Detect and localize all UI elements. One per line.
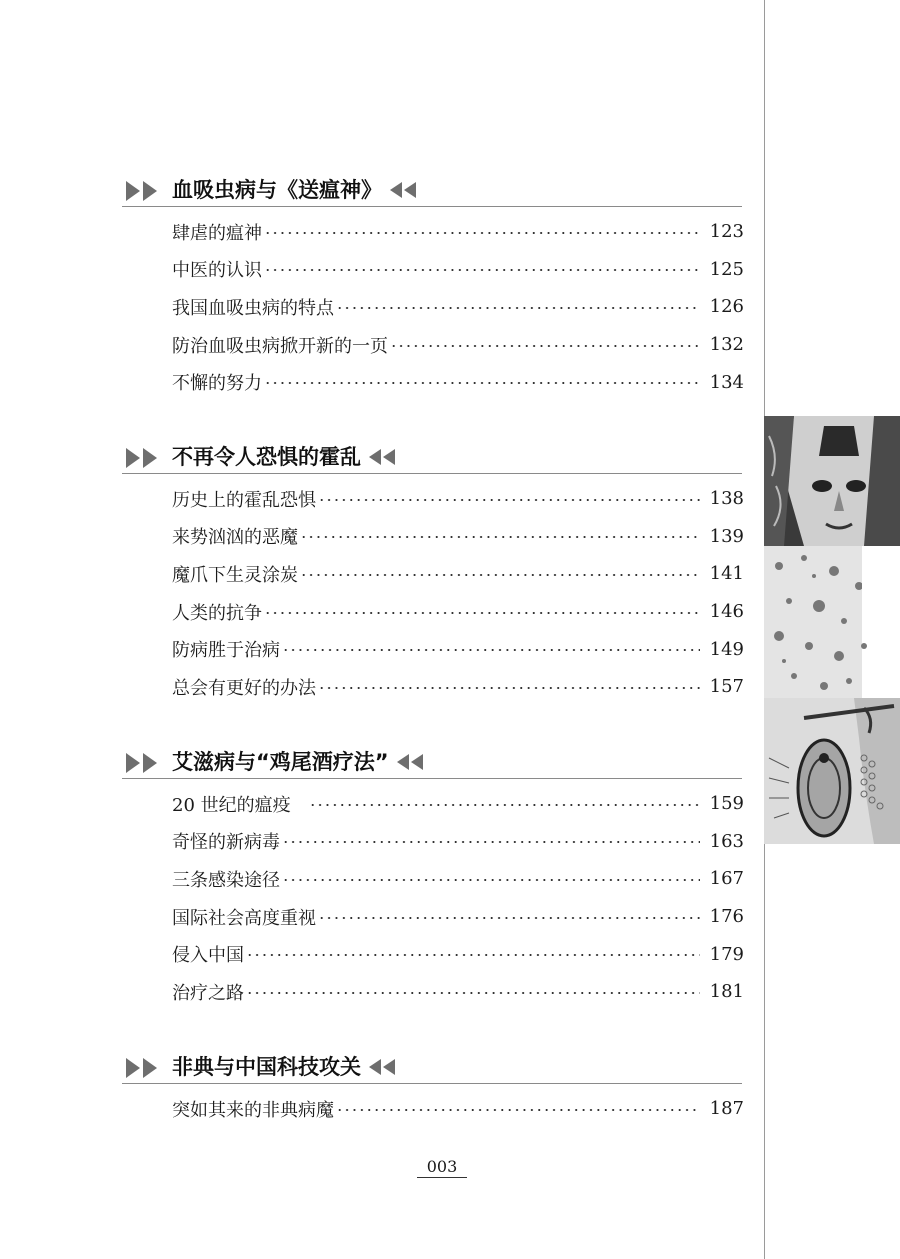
- section-title: 血吸虫病与《送瘟神》: [172, 176, 418, 204]
- entry-page-number: 132: [709, 334, 744, 356]
- dot-leader: [390, 337, 700, 355]
- toc-entry[interactable]: [172, 326, 744, 364]
- toc-entry[interactable]: [172, 518, 744, 556]
- dot-leader: [246, 946, 700, 964]
- ancient-warrior-drawing-image: [764, 698, 900, 844]
- section-header: [122, 176, 742, 207]
- double-left-arrow-icon: [369, 1059, 397, 1075]
- entry-title: 突如其来的非典病魔: [172, 1099, 334, 1121]
- dot-leader: [264, 224, 700, 242]
- toc-entry[interactable]: [172, 593, 744, 631]
- double-left-arrow-icon: [397, 754, 425, 770]
- entry-page-number: 179: [709, 943, 744, 965]
- double-right-arrow-icon: [126, 448, 164, 468]
- toc-entry[interactable]: [172, 973, 744, 1011]
- toc-entry[interactable]: [172, 251, 744, 289]
- bacteria-micrograph-image: [764, 546, 900, 698]
- section-title: 非典与中国科技攻关: [172, 1053, 397, 1081]
- toc-entry[interactable]: [172, 935, 744, 973]
- toc-entry[interactable]: [172, 668, 744, 706]
- entry-title: 不懈的努力: [172, 373, 262, 395]
- entry-title: 防病胜于治病: [172, 640, 280, 662]
- dot-leader: [336, 299, 700, 317]
- section-title: 不再令人恐惧的霍乱: [172, 443, 397, 471]
- toc-entry[interactable]: [172, 555, 744, 593]
- toc-entry[interactable]: [172, 480, 744, 518]
- entry-title: 治疗之路: [172, 982, 244, 1004]
- entry-title: 总会有更好的办法: [172, 677, 316, 699]
- toc-entry[interactable]: [172, 213, 744, 251]
- toc-entry[interactable]: [172, 288, 744, 326]
- dot-leader: [318, 491, 700, 509]
- entry-page-number: 123: [709, 221, 744, 243]
- entry-page-number: 126: [709, 296, 744, 318]
- entry-page-number: 146: [709, 601, 744, 623]
- double-right-arrow-icon: [126, 1058, 164, 1078]
- entry-page-number: 176: [709, 906, 744, 928]
- dot-leader: [300, 528, 700, 546]
- toc-section: [122, 748, 742, 1011]
- dot-leader: [264, 374, 700, 392]
- dot-leader: [336, 1101, 700, 1119]
- double-right-arrow-icon: [126, 753, 164, 773]
- toc-entry[interactable]: [172, 363, 744, 401]
- toc-entry[interactable]: [172, 823, 744, 861]
- entry-title: 历史上的霍乱恐惧: [172, 489, 316, 511]
- section-title: 艾滋病与“鸡尾酒疗法”: [172, 748, 425, 776]
- entry-page-number: 139: [709, 525, 744, 547]
- dot-leader: [318, 679, 700, 697]
- toc-section: [122, 176, 742, 401]
- entry-page-number: 187: [709, 1098, 744, 1120]
- double-right-arrow-icon: [126, 181, 164, 201]
- dot-leader: [246, 984, 700, 1002]
- entry-page-number: 149: [709, 638, 744, 660]
- pharaoh-mask-image: [764, 416, 900, 546]
- entry-title: 防治血吸虫病掀开新的一页: [172, 335, 388, 357]
- entry-page-number: 134: [709, 371, 744, 393]
- double-left-arrow-icon: [390, 182, 418, 198]
- entry-title: 我国血吸虫病的特点: [172, 297, 334, 319]
- entry-title: 人类的抗争: [172, 602, 262, 624]
- entry-page-number: 125: [709, 258, 744, 280]
- entry-title: 侵入中国: [172, 945, 244, 967]
- toc-section: [122, 443, 742, 706]
- entry-title: 魔爪下生灵涂炭: [172, 564, 298, 586]
- dot-leader: [264, 604, 700, 622]
- toc-section: [122, 1053, 742, 1128]
- section-header: [122, 1053, 742, 1084]
- toc-entry[interactable]: [172, 630, 744, 668]
- dot-leader: [282, 871, 700, 889]
- dot-leader: [300, 566, 700, 584]
- entry-title: 国际社会高度重视: [172, 907, 316, 929]
- page-number: 003: [417, 1157, 467, 1178]
- entry-title: 三条感染途径: [172, 869, 280, 891]
- section-header: [122, 748, 742, 779]
- double-left-arrow-icon: [369, 449, 397, 465]
- dot-leader: [318, 909, 700, 927]
- dot-leader: [282, 833, 700, 851]
- entry-page-number: 159: [709, 793, 744, 815]
- entry-page-number: 138: [709, 488, 744, 510]
- entry-title: 中医的认识: [172, 260, 262, 282]
- entry-page-number: 141: [709, 563, 744, 585]
- entry-title: 奇怪的新病毒: [172, 832, 280, 854]
- entry-page-number: 181: [709, 981, 744, 1003]
- toc-entry[interactable]: [172, 785, 744, 823]
- toc-entry[interactable]: [172, 1090, 744, 1128]
- entry-page-number: 167: [709, 868, 744, 890]
- section-header: [122, 443, 742, 474]
- toc-entry[interactable]: [172, 898, 744, 936]
- dot-leader: [309, 796, 700, 814]
- entry-title: 肆虐的瘟神: [172, 222, 262, 244]
- entry-page-number: 163: [709, 830, 744, 852]
- entry-page-number: 157: [709, 676, 744, 698]
- toc-entry[interactable]: [172, 860, 744, 898]
- dot-leader: [264, 261, 700, 279]
- entry-title: 20 世纪的瘟疫: [172, 794, 291, 816]
- dot-leader: [282, 641, 700, 659]
- entry-title: 来势汹汹的恶魔: [172, 527, 298, 549]
